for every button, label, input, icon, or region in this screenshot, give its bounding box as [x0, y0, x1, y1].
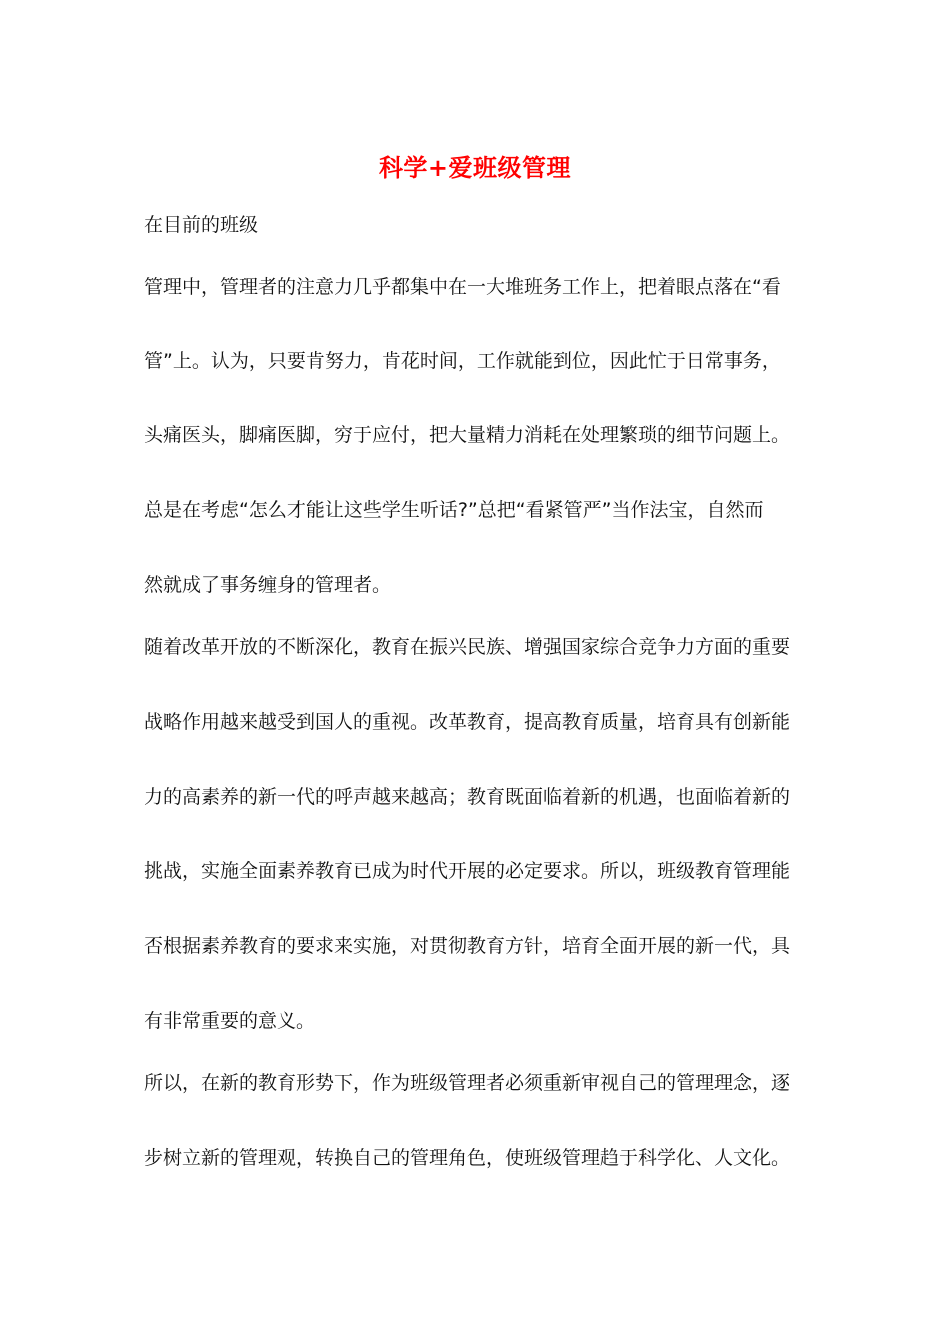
paragraph-line: 力的高素养的新一代的呼声越来越高；教育既面临着新的机遇，也面临着新的 — [144, 786, 791, 808]
paragraph-line: 步树立新的管理观，转换自己的管理角色，使班级管理趋于科学化、人文化。 — [144, 1147, 791, 1169]
paragraph-line: 随着改革开放的不断深化，教育在振兴民族、增强国家综合竞争力方面的重要 — [144, 636, 791, 658]
paragraph-line: 总是在考虑“怎么才能让这些学生听话?”总把“看紧管严”当作法宝，自然而 — [144, 499, 764, 521]
paragraph-line: 管”上。认为，只要肯努力，肯花时间，工作就能到位，因此忙于日常事务， — [144, 350, 781, 372]
paragraph-line: 然就成了事务缠身的管理者。 — [144, 574, 392, 596]
paragraph-line: 有非常重要的意义。 — [144, 1010, 316, 1032]
paragraph-line: 头痛医头，脚痛医脚，穷于应付，把大量精力消耗在处理繁琐的细节问题上。 — [144, 424, 791, 446]
paragraph-line: 否根据素养教育的要求来实施，对贯彻教育方针，培育全面开展的新一代，具 — [144, 935, 791, 957]
paragraph-line: 所以，在新的教育形势下，作为班级管理者必须重新审视自己的管理理念，逐 — [144, 1072, 791, 1094]
paragraph-line: 在目前的班级 — [144, 214, 259, 236]
document-title: 科学+爱班级管理 — [378, 153, 572, 182]
paragraph-line: 管理中，管理者的注意力几乎都集中在一大堆班务工作上，把着眼点落在“看 — [144, 276, 781, 298]
paragraph-line: 战略作用越来越受到国人的重视。改革教育，提高教育质量，培育具有创新能 — [144, 711, 791, 733]
paragraph-line: 挑战，实施全面素养教育已成为时代开展的必定要求。所以，班级教育管理能 — [144, 860, 791, 882]
